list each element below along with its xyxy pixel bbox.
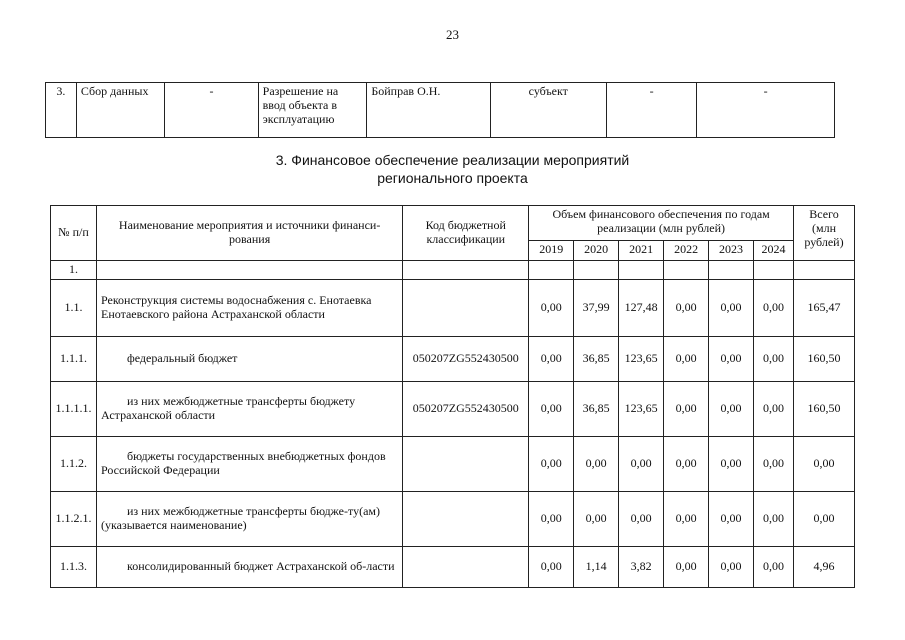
header-row	[51, 206, 855, 241]
year-value: 0,00	[529, 381, 574, 436]
row-name: из них межбюджетные трансферты бюджету Астраханской области	[96, 381, 402, 436]
row-number: 1.1.2.1.	[51, 491, 97, 546]
section-title-line: регионального проекта	[377, 170, 528, 186]
activities-table-fragment	[45, 82, 835, 138]
section-title-line: 3. Финансовое обеспечение реализации мероприятий	[275, 152, 630, 168]
header-total: Всего (млн рублей)	[793, 206, 854, 261]
row-total: 0,00	[793, 436, 854, 491]
row-total: 160,50	[793, 336, 854, 381]
year-header: 2024	[754, 241, 794, 261]
year-value: 0,00	[664, 436, 709, 491]
table-row	[46, 83, 835, 138]
row-total: 0,00	[793, 491, 854, 546]
row-total: 165,47	[793, 279, 854, 336]
header-volume: Объем финансового обеспечения по годам реализации (млн рублей)	[529, 206, 794, 241]
year-value: 123,65	[619, 381, 664, 436]
budget-code	[403, 491, 529, 546]
activity-name: Сбор данных	[76, 83, 165, 138]
row-name: Реконструкция системы водоснабжения с. Енотаевка Енотаевского района Астраханской области	[96, 279, 402, 336]
table-row	[51, 381, 855, 436]
row-name: федеральный бюджет	[96, 336, 402, 381]
budget-code: 050207ZG552430500	[403, 336, 529, 381]
row-number: 1.1.2.	[51, 436, 97, 491]
year-value: 36,85	[574, 336, 619, 381]
year-value: 0,00	[529, 546, 574, 587]
dash-cell: -	[697, 83, 835, 138]
year-header: 2019	[529, 241, 574, 261]
result-cell: Разрешение на ввод объекта в эксплуатацию	[258, 83, 367, 138]
year-value: 127,48	[619, 279, 664, 336]
row-name: консолидированный бюджет Астраханской об-ласти	[96, 546, 402, 587]
table-row	[51, 491, 855, 546]
year-value: 123,65	[619, 336, 664, 381]
group-number: 1.	[51, 261, 97, 280]
budget-code	[403, 279, 529, 336]
year-value: 0,00	[619, 436, 664, 491]
year-value: 0,00	[754, 491, 794, 546]
row-number: 3.	[46, 83, 77, 138]
table-row	[51, 546, 855, 587]
year-value: 0,00	[529, 491, 574, 546]
dash-cell: -	[165, 83, 258, 138]
year-value: 0,00	[574, 491, 619, 546]
year-value: 0,00	[754, 436, 794, 491]
data-rows	[51, 279, 855, 587]
table-row	[51, 436, 855, 491]
year-value: 0,00	[664, 546, 709, 587]
table-row	[51, 279, 855, 336]
header-num: № п/п	[51, 206, 97, 261]
year-header: 2021	[619, 241, 664, 261]
row-number: 1.1.3.	[51, 546, 97, 587]
year-value: 0,00	[754, 381, 794, 436]
year-value: 0,00	[664, 279, 709, 336]
year-value: 0,00	[664, 336, 709, 381]
year-value: 0,00	[754, 279, 794, 336]
budget-code	[403, 436, 529, 491]
row-name: из них межбюджетные трансферты бюдже-ту(ам) (указывается наименование)	[96, 491, 402, 546]
year-value: 0,00	[709, 546, 754, 587]
budget-code	[403, 546, 529, 587]
dash-cell: -	[606, 83, 696, 138]
page-number: 23	[446, 27, 459, 42]
year-value: 0,00	[619, 491, 664, 546]
year-value: 0,00	[709, 381, 754, 436]
year-value: 0,00	[709, 436, 754, 491]
row-name: бюджеты государственных внебюджетных фондов Российской Федерации	[96, 436, 402, 491]
year-value: 0,00	[709, 491, 754, 546]
row-number: 1.1.1.	[51, 336, 97, 381]
group-row	[51, 261, 855, 280]
year-header: 2023	[709, 241, 754, 261]
row-total: 4,96	[793, 546, 854, 587]
row-number: 1.1.	[51, 279, 97, 336]
table-row	[51, 336, 855, 381]
year-value: 0,00	[664, 491, 709, 546]
year-value: 0,00	[529, 279, 574, 336]
level-cell: субъект	[490, 83, 606, 138]
responsible-cell: Бойправ О.Н.	[367, 83, 490, 138]
header-code: Код бюджетной классификации	[403, 206, 529, 261]
year-value: 3,82	[619, 546, 664, 587]
year-value: 0,00	[754, 546, 794, 587]
year-value: 37,99	[574, 279, 619, 336]
year-value: 0,00	[754, 336, 794, 381]
year-value: 0,00	[529, 336, 574, 381]
section-title	[0, 151, 905, 187]
year-value: 0,00	[529, 436, 574, 491]
year-value: 36,85	[574, 381, 619, 436]
year-header: 2020	[574, 241, 619, 261]
budget-code: 050207ZG552430500	[403, 381, 529, 436]
year-header: 2022	[664, 241, 709, 261]
year-value: 0,00	[709, 336, 754, 381]
year-value: 0,00	[574, 436, 619, 491]
header-name: Наименование мероприятия и источники финанси-рования	[96, 206, 402, 261]
year-value: 0,00	[709, 279, 754, 336]
year-value: 0,00	[664, 381, 709, 436]
row-number: 1.1.1.1.	[51, 381, 97, 436]
row-total: 160,50	[793, 381, 854, 436]
year-value: 1,14	[574, 546, 619, 587]
financing-table	[50, 205, 855, 588]
